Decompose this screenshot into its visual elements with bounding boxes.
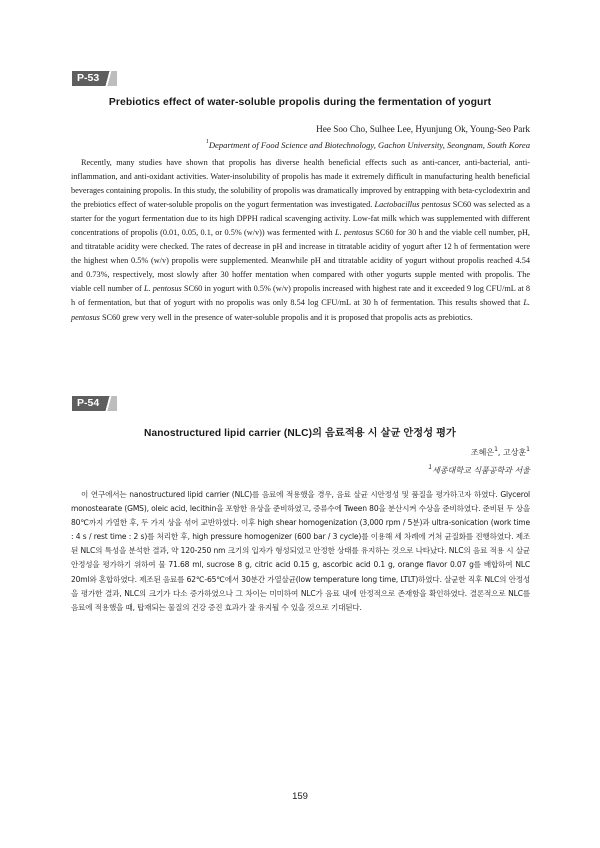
poster-number: P-54: [72, 396, 108, 411]
affiliation-mark: 1: [428, 464, 433, 471]
abstract-text: SC60 for 30 h and the viable cell number, pH, and titratable acidity were checked. The rates of decrease in pH and increase in titratable acidity of yogurt after 12 h of fermentation were the highest when 0.5% (w/v) propolis were supplemented. Meanwhile pH and titratable acidity of yogurt without propolis reached 4.54 and 0.73%, respectively, most slowly after 30 hoffer mentation when compared with other yogurts supple mented with propolis. The viable cell number of: [71, 228, 530, 294]
page-number: 159: [292, 791, 308, 802]
author-name: 고상훈: [502, 448, 527, 457]
affiliation-text: Department of Food Science and Biotechnology, Gachon University, Seongnam, South Korea: [208, 140, 530, 150]
affiliation-text: 세종대학교 식품공학과 서울: [432, 466, 530, 475]
affiliation: [206, 140, 530, 150]
author-list: Hee Soo Cho, Sulhee Lee, Hyunjung Ok, Young-Seo Park: [316, 124, 530, 134]
badge-slash-decoration: [105, 71, 117, 86]
abstract-text: SC60 was selected as a starter for the yogurt fermentation due to its high DPPH radical scavenging activity. Low-fat milk which was supplemented with different concentrations of propolis (0.01, 0.05, 0.1, or 0.5% (w/v)) was fermented with: [71, 200, 530, 238]
abstract: [71, 156, 530, 325]
badge-slash-decoration: [105, 396, 117, 411]
article-title: Prebiotics effect of water-soluble propolis during the fermentation of yogurt: [108, 97, 492, 108]
species-name: Lactobacillus pentosus: [374, 200, 451, 210]
species-name: L. pentosus: [335, 228, 373, 238]
abstract: 이 연구에서는 nanostructured lipid carrier (NLC)를 음료에 적용했을 경우, 음료 살균 시안정성 및 품질을 평가하고자 하였다. Glycerol monostearate (GMS), oleic acid, lecithin을 포함한 유상을 준비하였고, 증류수에 Tween 80을 분산시켜 수상을 준비하였다. 준비된 두 상을 80℃까지 가열한 후, 두 가지 상을 섞어 교반하였다. 이후 high shear homogenization (3,000 rpm / 5분)과 ultra-sonication (work time : 4 s / rest time : 2 s)를 처리한 후, high pressure homogenizer (600 bar / 3 cycle)를 이용해 세 차례에 거쳐 균질화를 진행하였다. 제조된 NLC의 특성을 분석한 결과, 약 120-250 nm 크기의 입자가 형성되었고 안정한 상태를 유지하는 것으로 나타났다. NLC의 음료 적용 시 살균 안정성을 평가하기 위하여 물 71.68 ml, sucrose 8 g, citric acid 0.15 g, ascorbic acid 0.1 g, orange flavor 0.07 g를 배합하여 NLC 20ml와 혼합하였다. 제조된 음료를 62℃-65℃에서 30분간 가열살균(low temperature long time, LTLT)하였다. 살균한 직후 NLC의 안정성을 평가한 결과, NLC의 크기가 다소 증가하였으나 그 차이는 미미하여 NLC가 음료 내에 안정적으로 존재함을 확인하였다. 결론적으로 NLC를 음료에 적용했을 때, 탑재되는 물질의 건강 증진 효과가 잘 유지될 수 있을 것으로 기대된다.: [71, 490, 530, 612]
abstract-text: SC60 in yogurt with 0.5% (w/v) propolis increased with highest rate and it exceeded 9 log CFU/mL at 8 h of fermentation, but that of yogurt with no propolis was only 8.54 log CFU/mL at 30 h of fermentation. This results showed that: [71, 284, 530, 308]
author-separator: ,: [497, 448, 503, 457]
author-list: [471, 447, 530, 458]
affiliation-mark: 1: [205, 139, 209, 145]
author-name: 조혜은: [470, 448, 495, 457]
poster-number: P-53: [72, 71, 108, 86]
article-title: Nanostructured lipid carrier (NLC)의 음료적용 시 살균 안정성 평가: [143, 428, 456, 439]
abstract-text: SC60 grew very well in the presence of water-soluble propolis and it is proposed that propolis acts as prebiotics.: [99, 312, 473, 322]
poster-number-badge: [72, 396, 118, 411]
species-name: L. pentosus: [143, 284, 182, 294]
poster-number-badge: [72, 71, 118, 86]
affiliation-mark: 1: [494, 446, 498, 453]
affiliation-mark: 1: [526, 446, 530, 453]
affiliation: [428, 465, 530, 476]
species-name: L. pentosus: [71, 298, 530, 322]
abstract-text: Recently, many studies have shown that propolis has diverse health beneficial effects such as anti-cancer, anti-bacterial, anti-inflammation, and anti-oxidant activities. Water-insolubility of propolis has made it extremely difficult in manufacturing health beneficial beverages containing propolis. In this study, the solubility of propolis was dramatically improved by entrapping with beta-cyclodextrin and the prebiotics effect of water-soluble propolis on the yogurt fermentation was investigated.: [71, 158, 530, 210]
